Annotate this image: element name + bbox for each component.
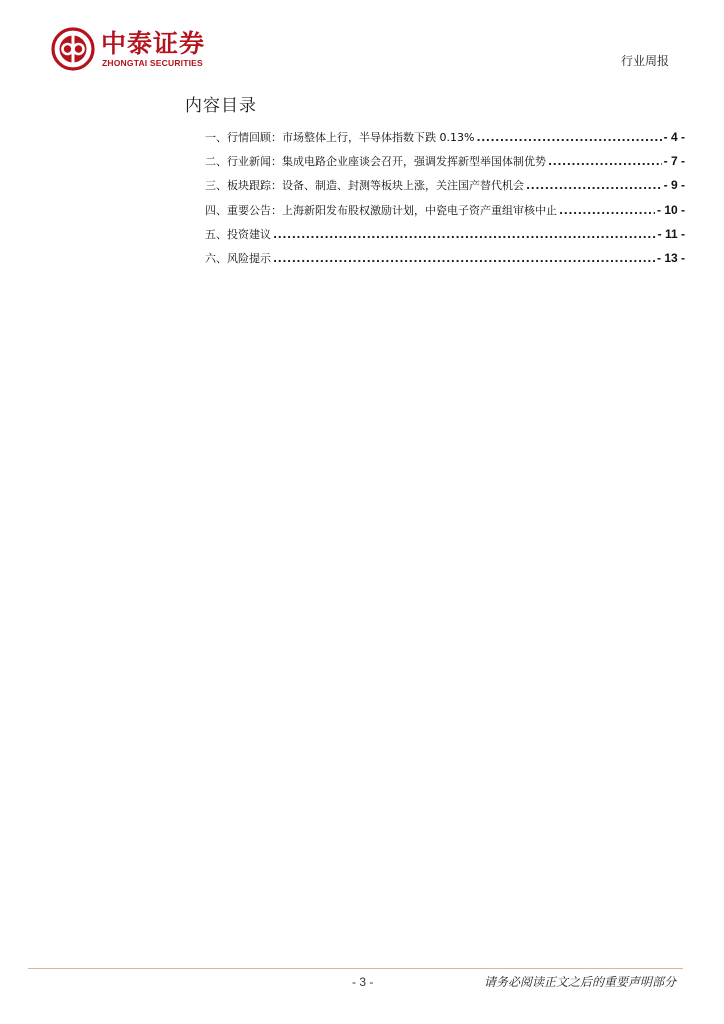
- logo-name-cn: 中泰证券: [101, 29, 206, 58]
- toc-leader-dots: [476, 129, 661, 147]
- toc-title: 内容目录: [185, 96, 257, 116]
- toc-entry-text: 四、重要公告：上海新阳发布股权激励计划，中瓷电子资产重组审核中止: [205, 203, 557, 217]
- toc-entry-page: - 13 -: [656, 250, 685, 265]
- toc-entry-4[interactable]: [205, 201, 685, 225]
- toc-entry-page: - 7 -: [663, 154, 685, 169]
- footer-divider: [28, 968, 683, 969]
- toc-entry-text: 二、行业新闻：集成电路企业座谈会召开，强调发挥新型举国体制优势: [205, 155, 546, 169]
- table-of-contents: [205, 128, 685, 273]
- toc-entry-6[interactable]: [205, 249, 685, 273]
- toc-entry-text: 一、行情回顾：市场整体上行，半导体指数下跌 0.13%: [205, 131, 475, 144]
- toc-leader-dots: [559, 202, 655, 220]
- logo-name-en: ZHONGTAI SECURITIES: [102, 58, 203, 68]
- toc-entry-page: - 11 -: [657, 226, 685, 241]
- toc-leader-dots: [273, 226, 656, 244]
- toc-entry-3[interactable]: [205, 176, 685, 200]
- company-logo: [51, 27, 221, 73]
- toc-entry-text: 三、板块跟踪：设备、制造、封测等板块上涨，关注国产替代机会: [205, 179, 524, 193]
- toc-leader-dots: [548, 153, 662, 171]
- toc-leader-dots: [526, 177, 662, 195]
- toc-entry-page: - 4 -: [663, 130, 685, 144]
- toc-entry-page: - 9 -: [663, 178, 685, 193]
- zhongtai-logo-icon: [51, 27, 95, 71]
- page-header: [0, 0, 724, 80]
- toc-entry-2[interactable]: [205, 152, 685, 176]
- page-number: - 3 -: [352, 975, 374, 989]
- toc-entry-1[interactable]: [205, 128, 685, 152]
- toc-entry-5[interactable]: [205, 225, 685, 249]
- toc-entry-text: 六、风险提示: [205, 251, 271, 265]
- toc-entry-text: 五、投资建议: [205, 227, 271, 241]
- report-type-label: 行业周报: [620, 54, 669, 68]
- footer-disclaimer: 请务必阅读正文之后的重要声明部分: [483, 975, 676, 989]
- toc-entry-page: - 10 -: [656, 202, 685, 217]
- toc-leader-dots: [273, 250, 655, 268]
